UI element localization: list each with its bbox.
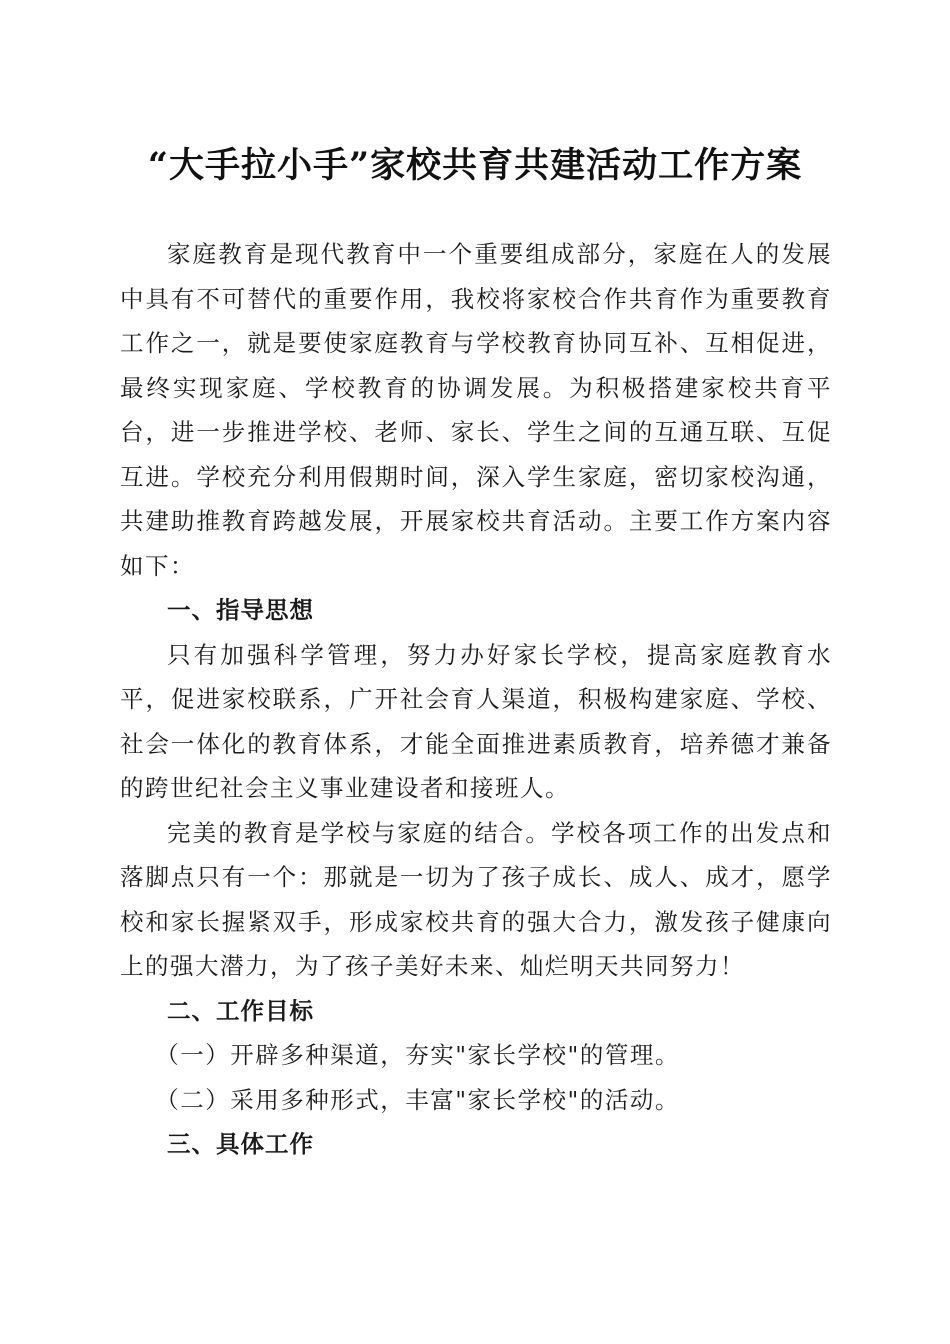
document-body bbox=[120, 232, 832, 1167]
section-heading-specific-work: 三、具体工作 bbox=[167, 1130, 314, 1158]
document-title: “大手拉小手”家校共育共建活动工作方案 bbox=[147, 145, 803, 186]
section-heading-guiding-ideology: 一、指导思想 bbox=[167, 596, 314, 624]
work-goal-item-1: （一）开辟多种渠道，夯实"家长学校"的管理。 bbox=[155, 1041, 680, 1069]
intro-paragraph: 家庭教育是现代教育中一个重要组成部分，家庭在人的发展中具有不可替代的重要作用，我校将家校合作共育作为重要教育工作之一，就是要使家庭教育与学校教育协同互补、互相促进，最终实现家庭、学校教育的协调发展。为积极搭建家校共育平台，进一步推进学校、老师、家长、学生之间的互通互联、互促互进。学校充分利用假期时间，深入学生家庭，密切家校沟通，共建助推教育跨越发展，开展家校共育活动。主要工作方案内容如下： bbox=[120, 240, 832, 580]
guiding-ideology-paragraph-2: 完美的教育是学校与家庭的结合。学校各项工作的出发点和落脚点只有一个：那就是一切为了孩子成长、成人、成才，愿学校和家长握紧双手，形成家校共育的强大合力，激发孩子健康向上的强大潜力，为了孩子美好未来、灿烂明天共同努力！ bbox=[120, 818, 832, 980]
guiding-ideology-paragraph-1: 只有加强科学管理，努力办好家长学校，提高家庭教育水平，促进家校联系，广开社会育人渠道，积极构建家庭、学校、社会一体化的教育体系，才能全面推进素质教育，培养德才兼备的跨世纪社会主义事业建设者和接班人。 bbox=[120, 640, 832, 802]
work-goal-item-2: （二）采用多种形式，丰富"家长学校"的活动。 bbox=[155, 1085, 680, 1114]
section-heading-work-goals: 二、工作目标 bbox=[167, 996, 314, 1025]
